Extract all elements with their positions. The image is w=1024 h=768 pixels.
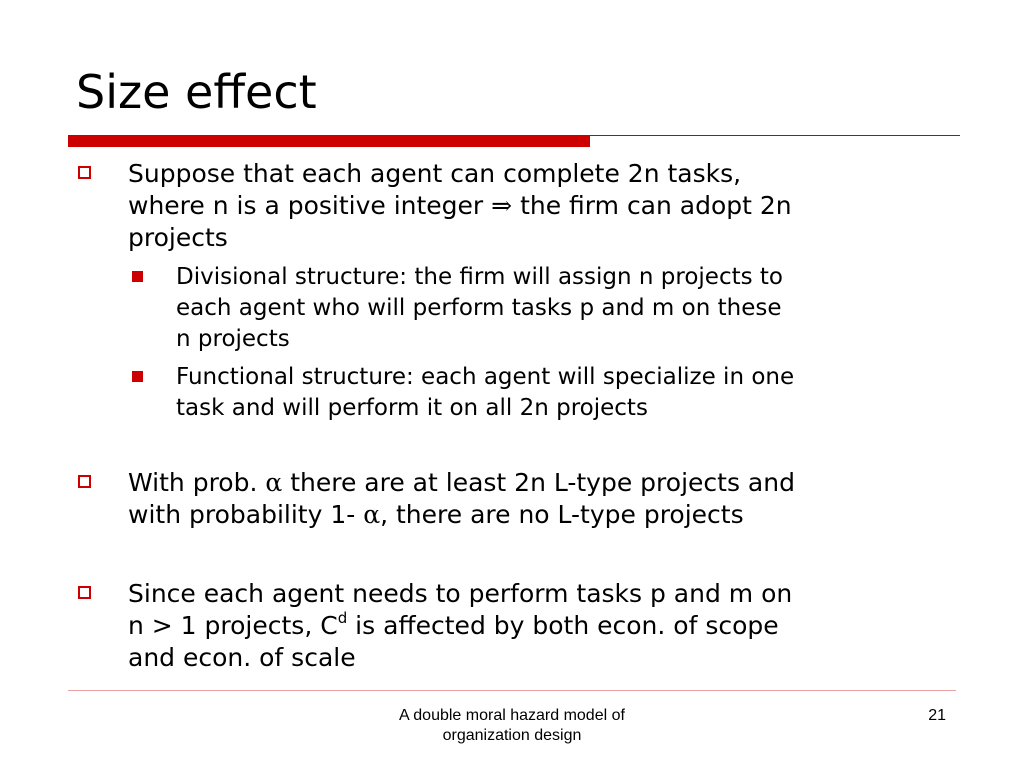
sub-bullet-2-line-2: task and will perform it on all 2n projects bbox=[176, 395, 648, 421]
footer-title bbox=[340, 706, 684, 746]
bullet-3-line-3: and econ. of scale bbox=[128, 643, 356, 672]
sub-bullet-1-line-2: each agent who will perform tasks p and m on these bbox=[176, 295, 782, 321]
bullet-3-text-b: is affected by both econ. of scope bbox=[355, 611, 779, 640]
page-number: 21 bbox=[928, 707, 946, 724]
implies-arrow-icon: ⇒ bbox=[491, 191, 513, 220]
title-underline-thick bbox=[68, 136, 590, 147]
bullet-2-text-a: With prob. bbox=[128, 468, 258, 497]
slide-title: Size effect bbox=[76, 65, 317, 119]
bullet-3-text bbox=[128, 578, 792, 674]
footer-divider bbox=[68, 690, 956, 691]
bullet-1-line-3: projects bbox=[128, 223, 228, 252]
sub-bullet-1-line-1: Divisional structure: the firm will assign n projects to bbox=[176, 264, 783, 290]
bullet-3-line-2 bbox=[128, 610, 792, 642]
alpha-symbol: α bbox=[265, 468, 283, 497]
superscript-d: d bbox=[337, 608, 348, 627]
hollow-square-bullet-icon bbox=[78, 475, 91, 488]
bullet-2-line-1 bbox=[128, 467, 795, 499]
hollow-square-bullet-icon bbox=[78, 166, 91, 179]
footer-title-line-2: organization design bbox=[442, 727, 582, 744]
bullet-1-line-2-end: the firm can adopt 2n bbox=[520, 191, 792, 220]
sub-bullet-1-text bbox=[176, 262, 783, 355]
sub-bullet-1-line-3: n projects bbox=[176, 326, 290, 352]
bullet-1-text bbox=[128, 158, 792, 254]
bullet-2-text-c: with probability 1- bbox=[128, 500, 356, 529]
sub-bullet-2-text bbox=[176, 362, 794, 424]
bullet-3-line-1: Since each agent needs to perform tasks p and m on bbox=[128, 579, 793, 608]
bullet-2-text bbox=[128, 467, 795, 531]
bullet-2-line-2 bbox=[128, 499, 795, 531]
solid-square-bullet-icon bbox=[132, 371, 143, 382]
bullet-2-text-d: , there are no L-type projects bbox=[380, 500, 744, 529]
bullet-2-text-b: there are at least 2n L-type projects and bbox=[290, 468, 795, 497]
bullet-1-line-1: Suppose that each agent can complete 2n tasks, bbox=[128, 159, 742, 188]
sub-bullet-2-line-1: Functional structure: each agent will specialize in one bbox=[176, 364, 795, 390]
bullet-1-line-2 bbox=[128, 190, 792, 222]
bullet-3-text-a: n > 1 projects, C bbox=[128, 611, 338, 640]
solid-square-bullet-icon bbox=[132, 271, 143, 282]
hollow-square-bullet-icon bbox=[78, 586, 91, 599]
bullet-1-line-2-start: where n is a positive integer bbox=[128, 191, 484, 220]
alpha-symbol: α bbox=[363, 500, 381, 529]
footer-title-line-1: A double moral hazard model of bbox=[399, 707, 625, 724]
